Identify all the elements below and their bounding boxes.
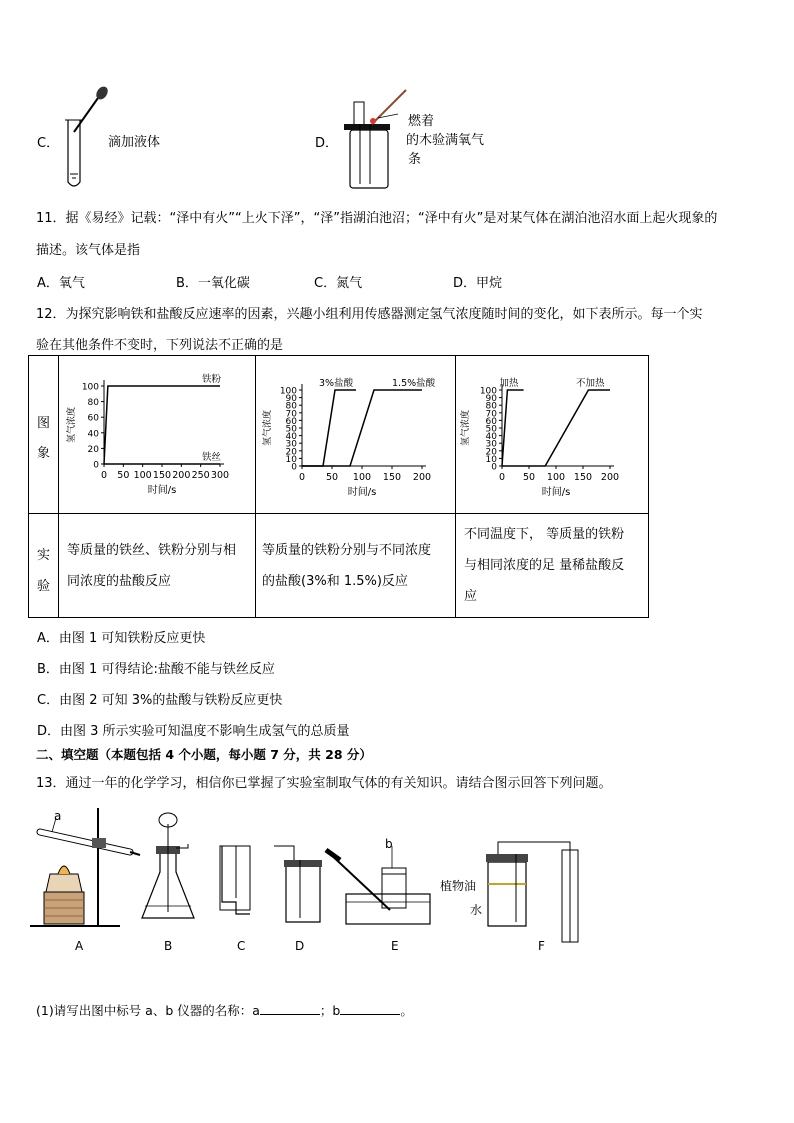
series-line xyxy=(302,390,356,466)
y-tick-label: 90 xyxy=(485,394,497,405)
q11-option-b: B．一氧化碳 xyxy=(176,276,250,291)
row-header-exp-2: 验 xyxy=(37,579,51,594)
x-tick-label: 50 xyxy=(522,472,536,483)
apparatus-f xyxy=(486,842,578,942)
apparatus-d xyxy=(274,846,322,922)
y-tick-label: 0 xyxy=(93,460,99,471)
y-tick-label: 30 xyxy=(485,439,497,450)
exp-text-3-line1: 不同温度下， 等质量的铁粉 xyxy=(464,527,625,542)
y-tick-label: 80 xyxy=(485,401,497,412)
apparatus-label-c: C xyxy=(237,939,246,952)
row-header-image-2: 象 xyxy=(37,446,51,461)
q13-sub1-mid: ；b xyxy=(319,1003,341,1018)
y-tick-label: 60 xyxy=(485,416,497,427)
q11-option-d: D．甲烷 xyxy=(453,276,503,291)
exp-text-1-line2: 同浓度的盐酸反应 xyxy=(67,574,172,589)
y-tick-label: 60 xyxy=(87,413,99,424)
y-tick-label: 20 xyxy=(285,447,297,458)
q12-option-b: B．由图 1 可得结论:盐酸不能与铁丝反应 xyxy=(37,662,275,677)
y-tick-label: 80 xyxy=(285,401,297,412)
q12-stem-line1: 12．为探究影响铁和盐酸反应速率的因素，兴趣小组利用传感器测定氢气浓度随时间的变化，如下表所示。每一个实 xyxy=(36,307,703,322)
chart-2 xyxy=(262,370,442,502)
x-tick-label: 200 xyxy=(172,470,191,481)
q12-option-d: D．由图 3 所示实验可知温度不影响生成氢气的总质量 xyxy=(37,724,350,739)
series-line xyxy=(502,390,610,466)
y-tick-label: 70 xyxy=(285,409,297,420)
q11-option-c: C．氮气 xyxy=(314,276,363,291)
exp-text-3-line3: 应 xyxy=(464,589,478,604)
y-tick-label: 0 xyxy=(491,462,497,473)
answer-blank-b[interactable] xyxy=(340,1002,400,1015)
label-water: 水 xyxy=(470,903,483,917)
x-tick-label: 0 xyxy=(498,472,506,483)
y-tick-label: 100 xyxy=(279,386,297,397)
y-tick-label: 50 xyxy=(285,424,297,435)
d-annotation-1: 燃着 xyxy=(408,114,435,129)
apparatus-e xyxy=(326,846,430,924)
y-tick-label: 60 xyxy=(285,416,297,427)
series-label: 铁丝 xyxy=(202,452,222,463)
apparatus-label-b: B xyxy=(164,939,173,952)
q12-option-c: C．由图 2 可知 3%的盐酸与铁粉反应更快 xyxy=(37,693,283,708)
y-tick-label: 100 xyxy=(81,382,99,393)
apparatus-c xyxy=(220,846,250,914)
answer-blank-a[interactable] xyxy=(260,1002,320,1015)
chart-1 xyxy=(62,368,242,502)
y-tick-label: 0 xyxy=(291,462,297,473)
q13-stem: 13．通过一年的化学学习，相信你已掌握了实验室制取气体的有关知识。请结合图示回答下列问题。 xyxy=(36,776,612,791)
row-header-exp-1: 实 xyxy=(37,548,51,563)
series-line xyxy=(302,390,422,466)
q11-stem-line1: 11．据《易经》记载：“泽中有火”“上火下泽”，“泽”指湖泊池沼；“泽中有火”是对某气体在湖泊池沼水面上起火现象的 xyxy=(36,211,718,226)
section-heading: 二、填空题（本题包括 4 个小题，每小题 7 分，共 28 分） xyxy=(36,747,372,762)
label-oil: 植物油 xyxy=(440,879,477,893)
series-label: 铁粉 xyxy=(202,374,222,385)
series-line xyxy=(502,390,524,466)
q11-stem-line2: 描述。该气体是指 xyxy=(36,243,141,258)
y-tick-label: 30 xyxy=(285,439,297,450)
exp-text-2-line2: 的盐酸(3%和 1.5%)反应 xyxy=(262,574,408,589)
y-tick-label: 80 xyxy=(87,398,99,409)
exp-text-3-line2: 与相同浓度的足 量稀盐酸反 xyxy=(464,558,625,573)
y-tick-label: 70 xyxy=(485,409,497,420)
exp-text-2-line1: 等质量的铁粉分别与不同浓度 xyxy=(262,543,432,558)
label-a: a xyxy=(54,809,62,823)
x-tick-label: 200 xyxy=(600,472,620,483)
x-tick-label: 250 xyxy=(191,470,210,481)
y-tick-label: 10 xyxy=(485,454,497,465)
x-tick-label: 0 xyxy=(100,470,108,481)
y-tick-label: 20 xyxy=(87,444,99,455)
apparatus-letters xyxy=(75,939,545,952)
apparatus-label-e: E xyxy=(391,939,399,952)
option-d-label: D． xyxy=(315,136,339,151)
x-tick-label: 150 xyxy=(382,472,402,483)
series-label: 1.5%盐酸 xyxy=(392,378,436,389)
series-label: 3%盐酸 xyxy=(319,378,354,389)
x-tick-label: 150 xyxy=(573,472,593,483)
q12-stem-line2: 验在其他条件不变时，下列说法不正确的是 xyxy=(36,338,284,353)
y-tick-label: 40 xyxy=(285,432,297,443)
y-tick-label: 20 xyxy=(485,447,497,458)
y-axis-label: 氢气浓度 xyxy=(461,409,471,447)
y-axis-label: 氢气浓度 xyxy=(67,406,77,444)
d-annotation-3: 条 xyxy=(408,152,422,167)
x-tick-label: 100 xyxy=(352,472,372,483)
x-tick-label: 100 xyxy=(546,472,566,483)
label-b: b xyxy=(385,837,393,851)
y-tick-label: 90 xyxy=(285,394,297,405)
x-tick-label: 50 xyxy=(117,470,130,481)
y-tick-label: 100 xyxy=(479,386,497,397)
q12-option-a: A．由图 1 可知铁粉反应更快 xyxy=(37,631,206,646)
gas-bottle-figure xyxy=(340,88,410,192)
apparatus-label-f: F xyxy=(538,939,545,952)
y-tick-label: 50 xyxy=(485,424,497,435)
q13-sub1-end: 。 xyxy=(400,1003,413,1018)
apparatus-label-d: D xyxy=(295,939,305,952)
x-tick-label: 0 xyxy=(298,472,306,483)
apparatus-a xyxy=(30,808,140,926)
x-axis-label: 时间/s xyxy=(541,487,571,498)
x-axis-label: 时间/s xyxy=(147,485,177,496)
x-tick-label: 50 xyxy=(325,472,339,483)
series-label: 加热 xyxy=(499,378,519,389)
y-axis-label: 氢气浓度 xyxy=(263,409,273,447)
x-tick-label: 100 xyxy=(133,470,152,481)
option-c-label: C． xyxy=(37,136,60,151)
x-tick-label: 200 xyxy=(412,472,432,483)
y-tick-label: 10 xyxy=(285,454,297,465)
apparatus-b xyxy=(142,813,194,918)
series-label: 不加热 xyxy=(576,378,605,389)
option-c-text: 滴加液体 xyxy=(108,135,161,150)
y-tick-label: 40 xyxy=(87,429,99,440)
d-annotation-2: 的木验满氧气 xyxy=(406,133,485,148)
row-header-image-1: 图 xyxy=(37,416,51,431)
exp-text-1-line1: 等质量的铁丝、铁粉分别与相 xyxy=(67,543,237,558)
apparatus-label-a: A xyxy=(75,939,84,952)
q13-sub1 xyxy=(36,1001,413,1019)
x-tick-label: 300 xyxy=(210,470,230,481)
x-tick-label: 150 xyxy=(152,470,172,481)
q11-option-a: A．氧气 xyxy=(37,276,85,291)
y-tick-label: 40 xyxy=(485,432,497,443)
q13-apparatus-figure xyxy=(30,802,590,952)
x-axis-label: 时间/s xyxy=(347,487,377,498)
q13-sub1-prefix: (1)请写出图中标号 a、b 仪器的名称：a xyxy=(36,1003,260,1018)
chart-3 xyxy=(460,370,640,502)
